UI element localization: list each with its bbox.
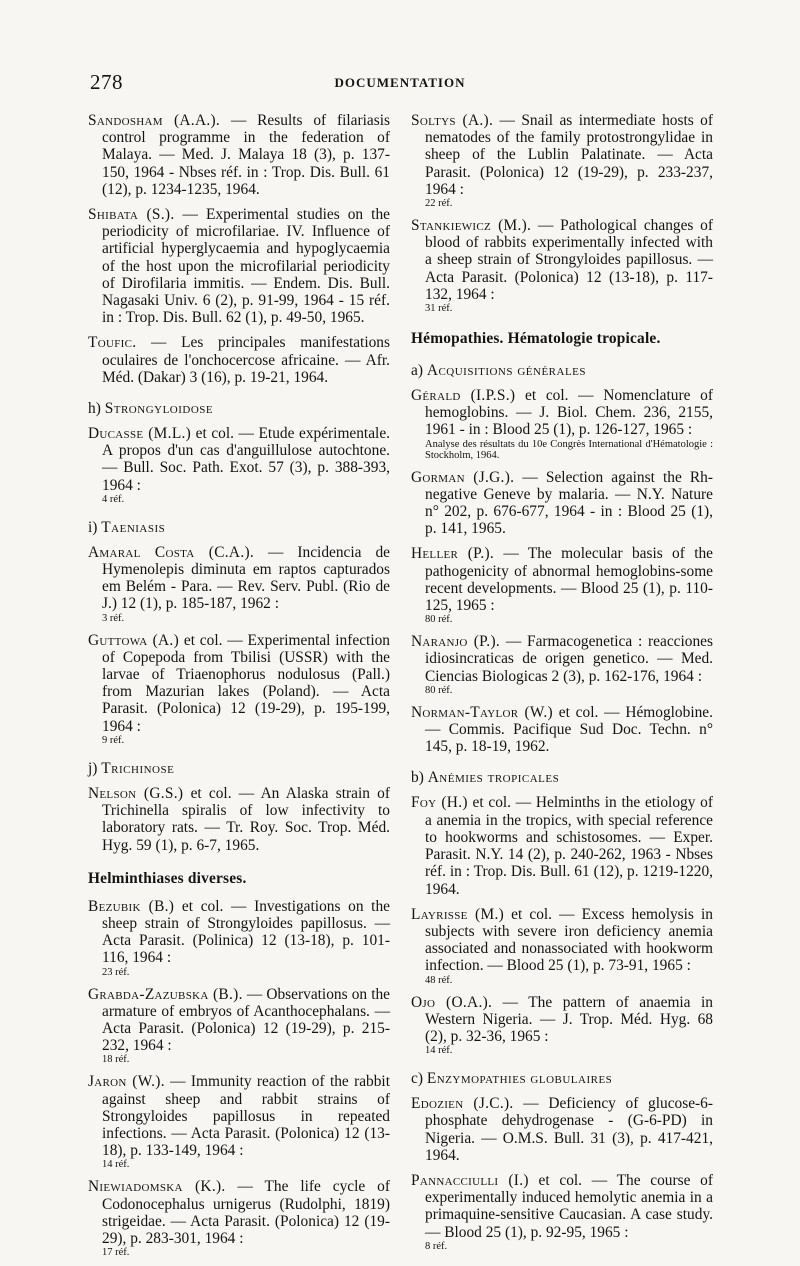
- entry-reference-count: Analyse des résultats du 10e Congrès International d'Hématologie : Stockholm, 1964.: [425, 438, 713, 461]
- bibliography-entry: [411, 1172, 713, 1252]
- subsection-heading: [88, 400, 390, 417]
- entry-citation: et col. — Hémoglobine. — Commis. Pacifique Sud Doc. Techn. n° 145, p. 18-19, 1962.: [425, 703, 713, 756]
- bibliography-entry: [88, 425, 390, 505]
- entry-author: Bezubik (B.): [88, 897, 175, 915]
- subsection-title: Acquisitions générales: [426, 362, 587, 380]
- entry-author: Shibata (S.).: [88, 206, 175, 224]
- subsection-heading: [411, 362, 713, 379]
- bibliography-entry: [88, 206, 390, 326]
- subsection-letter: c): [411, 1070, 423, 1088]
- entry-citation: — Farmacogenetica : reacciones idiosincraticas de origen genetico. — Med. Ciencias Biologicas 2 (3), p. 162-176, 1964 :: [425, 633, 713, 685]
- bibliography-entry: [88, 1178, 390, 1258]
- subsection-heading: [411, 769, 713, 786]
- entry-reference-count: 14 réf.: [102, 1159, 130, 1171]
- entry-author: Stankiewicz (M.).: [411, 217, 532, 235]
- bibliography-entry: [411, 112, 713, 209]
- entry-author: Sandosham (A.A.).: [88, 112, 221, 129]
- right-column: [411, 112, 713, 1260]
- entry-reference-count: 17 réf.: [102, 1247, 130, 1259]
- entry-author: Toufic.: [88, 334, 137, 352]
- entry-reference-count: 31 réf.: [425, 303, 453, 315]
- bibliography-entry: [411, 217, 713, 314]
- bibliography-entry: [88, 986, 390, 1066]
- entry-citation: et col. — Etude expérimentale. A propos d'un cas d'anguillulose autochtone. — Bull. Soc. Path. Exot. 57 (3), p. 388-393, 1964 :: [102, 425, 390, 494]
- entry-citation: — Snail as intermediate hosts of nematodes of the family protostrongylidae in sheep of the Lublin Palatinate. — Acta Parasit. (Polonica) 12 (19-29), p. 233-237, 1964 :: [425, 112, 713, 198]
- entry-author: Niewiadomska (K.).: [88, 1178, 226, 1196]
- subsection-title: Trichinose: [101, 759, 175, 777]
- entry-reference-count: 48 réf.: [425, 974, 453, 986]
- section-heading: Helminthiases diverses.: [88, 869, 247, 887]
- entry-citation: — Incidencia de Hymenolepis diminuta em raptos capturados em Belém - Para. — Rev. Serv. Publ. (Rio de J.) 12 (1), p. 185-187, 1962 :: [102, 543, 390, 613]
- entry-reference-count: 80 réf.: [425, 614, 453, 626]
- bibliography-entry: [411, 704, 713, 756]
- subsection-title: Anémies tropicales: [427, 769, 560, 787]
- subsection-heading: [88, 519, 390, 536]
- entry-citation: et col. — The course of experimentally induced hemolytic anemia in a primaquine-sensitive Caucasian. A case study. — Blood 25 (1), p. 92-95, 1965 :: [425, 1171, 713, 1241]
- entry-citation: et col. — Helminths in the etiology of a anemia in the tropics, with special reference to hookworms and schistosomes. — Exper. Parasit. N.Y. 14 (2), p. 240-262, 1963 - Nbses réf. in : Trop. Dis. Bull. 61 (12), p. 1219-1220, 1964.: [425, 794, 713, 898]
- page-number: 278: [90, 70, 123, 94]
- entry-citation: et col. — Investigations on the sheep strain of Strongyloides papillosus. — Acta Parasit. (Polinica) 12 (13-18), p. 101-116, 1964 :: [102, 897, 390, 967]
- bibliography-entry: [88, 334, 390, 386]
- left-column: [88, 112, 390, 1266]
- bibliography-entry: [88, 785, 390, 854]
- entry-author: Ojo (O.A.).: [411, 993, 493, 1011]
- subsection-letter: b): [411, 769, 424, 787]
- entry-reference-count: 14 réf.: [425, 1045, 453, 1057]
- bibliography-entry: [411, 545, 713, 625]
- bibliography-entry: [88, 898, 390, 978]
- running-title: DOCUMENTATION: [334, 75, 466, 90]
- entry-author: Grabda-Zazubska (B.).: [88, 985, 243, 1003]
- subsection-heading: [88, 760, 390, 777]
- subsection-title: Strongyloidose: [104, 400, 214, 418]
- entry-author: Norman-Taylor (W.): [411, 703, 553, 721]
- entry-author: Naranjo (P.).: [411, 633, 501, 651]
- bibliography-entry: [411, 469, 713, 538]
- subsection-letter: h): [88, 400, 101, 418]
- entry-citation: — Observations on the armature of embryos of Acanthocephalans. — Acta Parasit. (Polonica) 12 (19-29), p. 215-232, 1964 :: [102, 985, 390, 1055]
- entry-author: Gérald (I.P.S.): [411, 387, 516, 405]
- bibliography-entry: [411, 794, 713, 897]
- entry-citation: — Experimental studies on the periodicity of microfilariae. IV. Influence of artificial hyperglycaemia and hypoglycaemia of the host upon the microfilarial periodicity of Dirofilaria immitis. — Endem. Dis. Bull. Nagasaki Univ. 6 (2), p. 91-99, 1964 - 15 réf. in : Trop. Dis. Bull. 62 (1), p. 49-50, 1965.: [102, 206, 390, 327]
- entry-author: Pannacciulli (I.): [411, 1171, 529, 1189]
- entry-citation: — Deficiency of glucose-6-phosphate dehydrogenase - (G-6-PD) in Nigeria. — O.M.S. Bull. 31 (3), p. 417-421, 1964.: [425, 1095, 713, 1164]
- entry-citation: et col. — An Alaska strain of Trichinella spiralis of low infectivity to laboratory rats. — Tr. Roy. Soc. Trop. Méd. Hyg. 59 (1), p. 6-7, 1965.: [102, 784, 390, 854]
- entry-citation: — Results of filariasis control programme in the federation of Malaya. — Med. J. Malaya 18 (3), p. 137-150, 1964 - Nbses réf. in : Trop. Dis. Bull. 61 (12), p. 1234-1235, 1964.: [102, 112, 390, 198]
- section-heading: Hémopathies. Hématologie tropicale.: [411, 330, 661, 348]
- entry-reference-count: 18 réf.: [102, 1054, 130, 1066]
- subsection-letter: j): [88, 759, 98, 777]
- bibliography-entry: [411, 994, 713, 1057]
- entry-author: Layrisse (M.): [411, 905, 505, 923]
- entry-citation: — Immunity reaction of the rabbit against sheep and rabbit strains of Strongyloides papillosus in repeated infections. — Acta Parasit. (Polonica) 12 (13-18), p. 133-149, 1964 :: [102, 1073, 390, 1160]
- entry-citation: et col. — Excess hemolysis in subjects with severe iron deficiency anemia associated and nonassociated with hookworm infection. — Blood 25 (1), p. 73-91, 1965 :: [425, 905, 713, 975]
- subsection-letter: a): [411, 362, 423, 380]
- bibliography-entry: [411, 906, 713, 986]
- entry-reference-count: 4 réf.: [102, 493, 125, 505]
- entry-author: Ducasse (M.L.): [88, 425, 192, 443]
- bibliography-entry: [411, 387, 713, 461]
- entry-citation: et col. — Experimental infection of Copepoda from Tbilisi (USSR) with the larvae of Triaenophorus nodulosus (Pall.) from Mazurian lakes (Poland). — Acta Parasit. (Polonica) 12 (19-29), p. 195-199, 1964 :: [102, 631, 390, 735]
- entry-citation: — Pathological changes of blood of rabbits experimentally infected with a sheep strain of Strongyloides papillosus. — Acta Parasit. (Polonica) 12 (13-18), p. 117-132, 1964 :: [425, 217, 713, 303]
- entry-citation: — Selection against the Rh-negative Geneve by malaria. — N.Y. Nature n° 202, p. 676-677, 1964 - in : Blood 25 (1), p. 141, 1965.: [425, 468, 713, 538]
- bibliography-entry: [411, 633, 713, 696]
- subsection-title: Enzymopathies globulaires: [426, 1070, 613, 1088]
- bibliography-entry: [88, 632, 390, 746]
- entry-reference-count: 23 réf.: [102, 966, 130, 978]
- entry-author: Heller (P.).: [411, 545, 495, 563]
- entry-reference-count: 8 réf.: [425, 1240, 448, 1252]
- entry-author: Jaron (W.).: [88, 1073, 165, 1091]
- entry-citation: — The life cycle of Codonocephalus urnigerus (Rudolphi, 1819) strigeidae. — Acta Parasit. (Polonica) 12 (19-29), p. 283-301, 1964 :: [102, 1178, 390, 1247]
- entry-citation: et col. — Nomenclature of hemoglobins. — J. Biol. Chem. 236, 2155, 1961 - in : Blood 25 (1), p. 126-127, 1965 :: [425, 387, 713, 439]
- subsection-letter: i): [88, 518, 98, 536]
- entry-reference-count: 80 réf.: [425, 684, 453, 696]
- entry-citation: — The molecular basis of the pathogenicity of abnormal hemoglobins-some recent developments. — Blood 25 (1), p. 110-125, 1965 :: [425, 545, 713, 615]
- entry-author: Foy (H.): [411, 794, 468, 812]
- entry-citation: — Les principales manifestations oculaires de l'onchocercose africaine. — Afr. Méd. (Dakar) 3 (16), p. 19-21, 1964.: [102, 334, 390, 386]
- bibliography-entry: [88, 112, 390, 198]
- entry-author: Edozien (J.C.).: [411, 1095, 514, 1113]
- bibliography-entry: [88, 1073, 390, 1170]
- entry-author: Guttowa (A.): [88, 631, 180, 649]
- entry-citation: — The pattern of anaemia in Western Nigeria. — J. Trop. Méd. Hyg. 68 (2), p. 32-36, 1965 :: [425, 993, 713, 1045]
- subsection-title: Taeniasis: [101, 518, 166, 536]
- entry-author: Soltys (A.).: [411, 112, 494, 129]
- bibliography-entry: [88, 544, 390, 624]
- entry-author: Amaral Costa (C.A.).: [88, 543, 255, 561]
- entry-reference-count: 22 réf.: [425, 198, 453, 210]
- entry-reference-count: 3 réf.: [102, 612, 125, 624]
- subsection-heading: [411, 1070, 713, 1087]
- entry-author: Nelson (G.S.): [88, 784, 184, 802]
- entry-reference-count: 9 réf.: [102, 734, 125, 746]
- bibliography-entry: [411, 1095, 713, 1164]
- entry-author: Gorman (J.G.).: [411, 468, 515, 486]
